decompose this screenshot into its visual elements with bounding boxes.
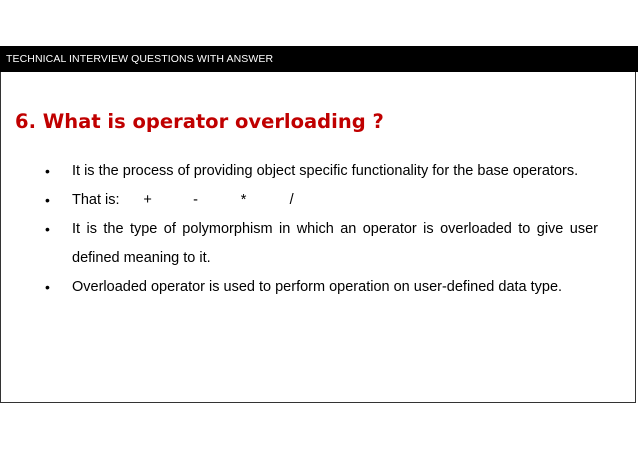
bullet-icon: • — [45, 192, 50, 208]
operator-multiply: * — [240, 192, 247, 208]
bullet-text: It is the process of providing object specific functionality for the base operators. — [72, 163, 579, 179]
operator-plus: + — [143, 192, 152, 208]
bullet-text: Overloaded operator is used to perform operation on user-defined data type. — [72, 279, 563, 295]
bullet-icon: • — [45, 279, 50, 295]
bullet-icon: • — [45, 163, 50, 179]
bullet-text: It is the type of polymorphism in which an operator is overloaded to give user defined meaning to it. — [72, 221, 598, 266]
bullet-item — [45, 186, 598, 215]
bullet-label: That is: — [72, 192, 120, 208]
operator-list — [124, 186, 316, 215]
bullet-icon: • — [45, 221, 50, 237]
header-bar — [0, 46, 638, 72]
bullet-item — [45, 273, 598, 302]
slide-title: 6. What is operator overloading ? — [15, 110, 384, 133]
header-text: TECHNICAL INTERVIEW QUESTIONS WITH ANSWER — [6, 53, 274, 65]
operator-minus: - — [193, 192, 198, 208]
bullet-item — [45, 215, 598, 273]
bullet-item — [45, 157, 598, 186]
operator-divide: / — [289, 192, 294, 208]
bullet-list — [45, 157, 598, 302]
